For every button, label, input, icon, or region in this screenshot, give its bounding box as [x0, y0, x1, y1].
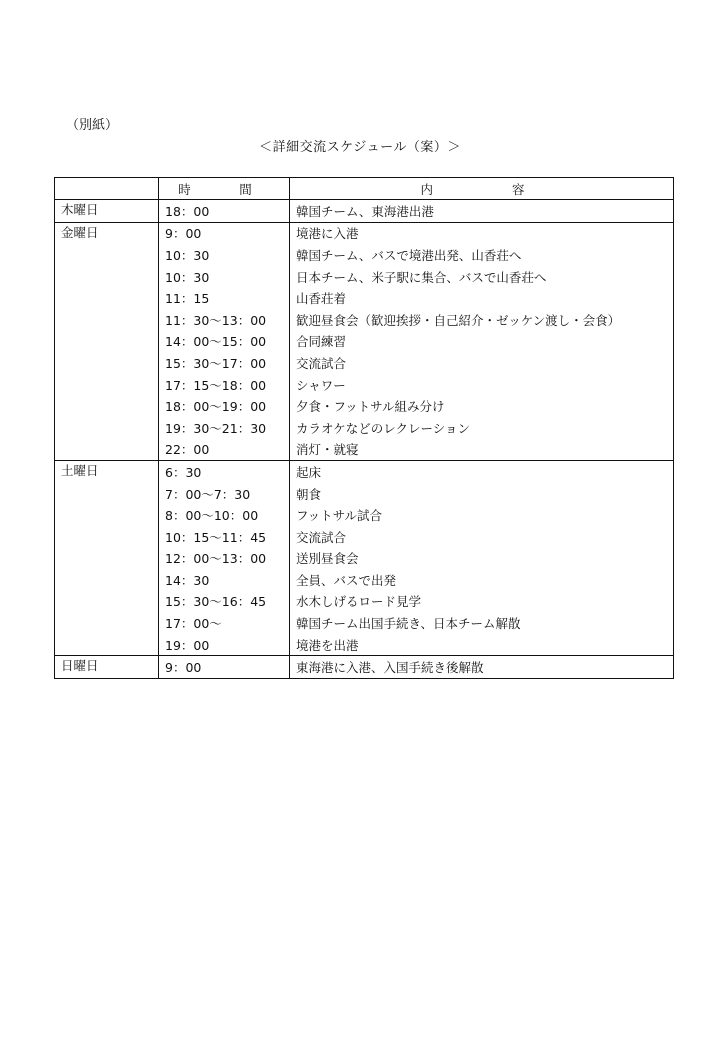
content-cell: 韓国チーム、東海港出港 — [290, 200, 674, 223]
content-cell: シャワー — [290, 374, 674, 396]
content-cell: 山香荘着 — [290, 287, 674, 309]
time-cell: 18：00 — [159, 200, 290, 223]
time-cell: 9：00 — [159, 656, 290, 679]
content-cell: 東海港に入港、入国手続き後解散 — [290, 656, 674, 679]
content-cell: 水木しげるロード見学 — [290, 591, 674, 613]
content-cell: 起床 — [290, 461, 674, 483]
content-cell: 境港を出港 — [290, 634, 674, 656]
time-cell: 10：30 — [159, 266, 290, 288]
schedule-table — [54, 177, 674, 679]
header-content: 内 容 — [290, 178, 674, 200]
table-row — [55, 222, 674, 244]
content-cell: フットサル試合 — [290, 504, 674, 526]
time-cell: 17：00〜 — [159, 612, 290, 634]
content-cell: 韓国チーム、バスで境港出発、山香荘へ — [290, 244, 674, 266]
day-cell: 木曜日 — [55, 200, 159, 223]
content-cell: 夕食・フットサル組み分け — [290, 395, 674, 417]
time-cell: 10：15〜11：45 — [159, 526, 290, 548]
content-cell: 全員、バスで出発 — [290, 569, 674, 591]
content-cell: 送別昼食会 — [290, 548, 674, 570]
content-cell: 合同練習 — [290, 331, 674, 353]
content-cell: 朝食 — [290, 483, 674, 505]
time-cell: 22：00 — [159, 439, 290, 461]
time-cell: 18：00〜19：00 — [159, 395, 290, 417]
attachment-note: （別紙） — [66, 118, 119, 133]
time-cell: 14：30 — [159, 569, 290, 591]
time-cell: 7：00〜7：30 — [159, 483, 290, 505]
time-cell: 17：15〜18：00 — [159, 374, 290, 396]
time-cell: 12：00〜13：00 — [159, 548, 290, 570]
content-cell: 韓国チーム出国手続き、日本チーム解散 — [290, 612, 674, 634]
schedule-body — [55, 200, 674, 679]
header-row — [55, 178, 674, 200]
day-cell: 金曜日 — [55, 222, 159, 461]
time-cell: 8：00〜10：00 — [159, 504, 290, 526]
content-cell: 日本チーム、米子駅に集合、バスで山香荘へ — [290, 266, 674, 288]
page-title: ＜詳細交流スケジュール（案）＞ — [259, 140, 461, 155]
day-cell: 土曜日 — [55, 461, 159, 656]
content-cell: カラオケなどのレクレーション — [290, 417, 674, 439]
time-cell: 19：30〜21：30 — [159, 417, 290, 439]
time-cell: 11：15 — [159, 287, 290, 309]
table-row — [55, 200, 674, 223]
time-cell: 10：30 — [159, 244, 290, 266]
time-cell: 19：00 — [159, 634, 290, 656]
table-row — [55, 461, 674, 483]
content-cell: 交流試合 — [290, 352, 674, 374]
header-day — [55, 178, 159, 200]
content-cell: 歓迎昼食会（歓迎挨拶・自己紹介・ゼッケン渡し・会食） — [290, 309, 674, 331]
table-row — [55, 656, 674, 679]
content-cell: 境港に入港 — [290, 222, 674, 244]
header-time: 時 間 — [159, 178, 290, 200]
content-cell: 消灯・就寝 — [290, 439, 674, 461]
time-cell: 14：00〜15：00 — [159, 331, 290, 353]
content-cell: 交流試合 — [290, 526, 674, 548]
time-cell: 15：30〜17：00 — [159, 352, 290, 374]
time-cell: 15：30〜16：45 — [159, 591, 290, 613]
time-cell: 9：00 — [159, 222, 290, 244]
time-cell: 6：30 — [159, 461, 290, 483]
time-cell: 11：30〜13：00 — [159, 309, 290, 331]
day-cell: 日曜日 — [55, 656, 159, 679]
